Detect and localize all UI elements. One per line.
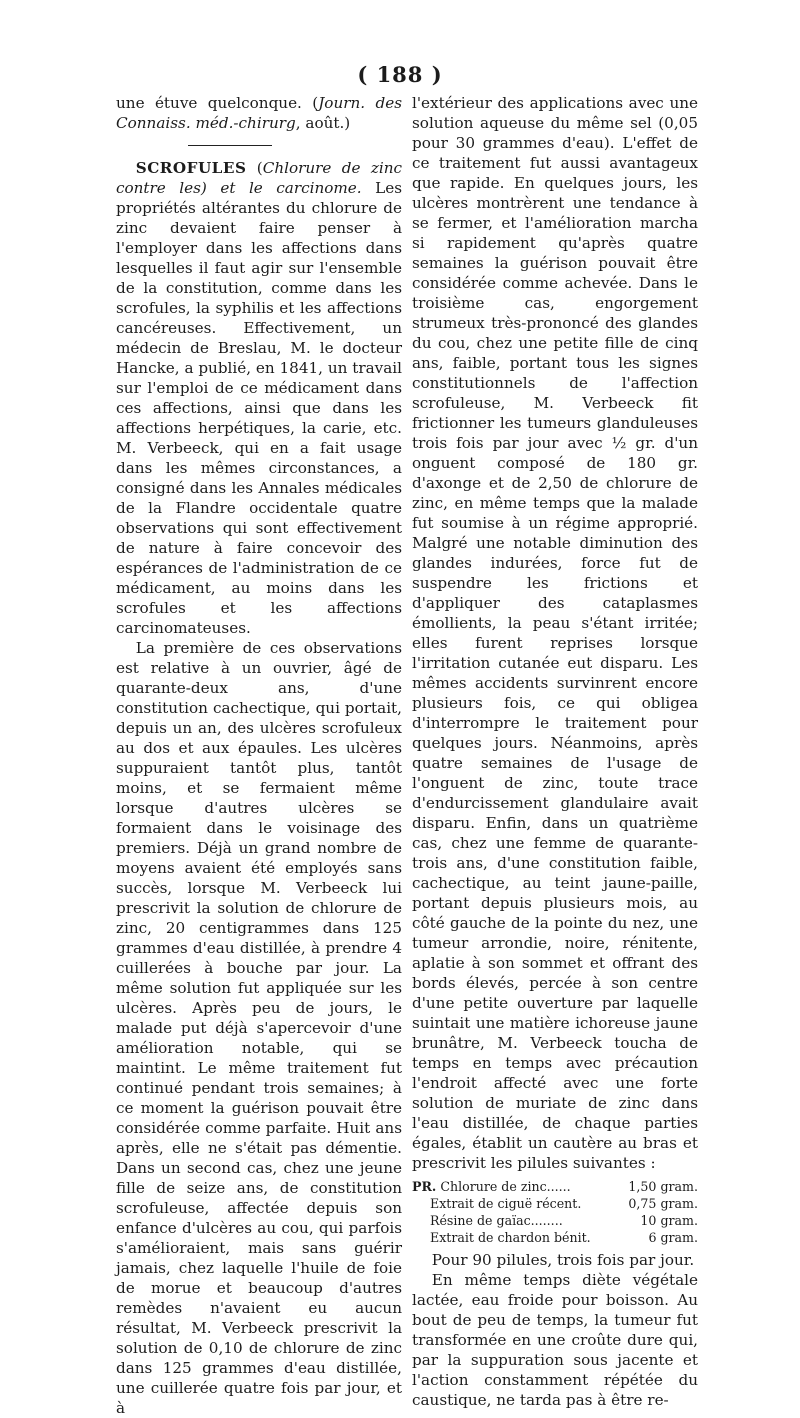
prescription-quantity: 1,50 gram.: [628, 1179, 698, 1194]
prescription-item: Extrait de ciguë récent.: [430, 1196, 582, 1211]
right-paragraph-2: Pour 90 pilules, trois fois par jour.: [431, 1251, 695, 1269]
section-divider: [188, 145, 272, 146]
left-paragraph-2: La première de ces observations est relative à un ouvrier, âgé de quarante-deux ans, d'une constitution cachectique, qui portait, depuis un an, des ulcères scrofuleux au dos et aux épaules. Les ulcères suppuraient tantôt plus, tantôt moins, et se fermaient même lorsque d'autres ulcères se formaient dans le voisinage des premiers. Déjà un grand nombre de moyens avaient été employés sans succès, lorsque M. Verbeeck lui prescrivit la solution de chlorure de zinc, 20 centigrammes dans 125 grammes d'eau distillée, à prendre 4 cuillerées à bouche par jour. La même solution fut appliquée sur les ulcères. Après peu de jours, le malade put déjà s'apercevoir d'une amélioration notable, qui se maintint. Le même traitement fut continué pendant trois semaines; à ce moment la guérison pouvait être considérée comme parfaite. Huit ans après, elle ne s'était pas démentie. Dans un second cas, chez une jeune fille de seize ans, de constitution scrofuleuse, affectée depuis son enfance d'ulcères au cou, qui parfois s'amélioraient, mais sans guérir jamais, chez laquelle l'huile de foie de morue et beaucoup d'autres remèdes n'avaient eu aucun résultat, M. Verbeeck prescrivit la solution de 0,10 de chlorure de zinc dans 125 grammes d'eau distillée, une cuillerée quatre fois par jour, et à: [116, 639, 402, 1417]
page-number-header: ( 188 ): [357, 62, 443, 87]
prescription-row: [412, 1212, 698, 1229]
prescription-row: [412, 1178, 698, 1195]
prescription-quantity: 10 gram.: [640, 1213, 698, 1228]
section-subtitle: Chlorure de zinc contre les) et le carcinome.: [116, 159, 402, 197]
prescription-item: Chlorure de zinc......: [440, 1179, 571, 1194]
left-column: [116, 93, 402, 1418]
left-paragraph-0: [116, 93, 402, 133]
right-column: [412, 93, 698, 1410]
prescription-prefix: PR.: [412, 1179, 437, 1194]
prescription-row: [412, 1195, 698, 1212]
prescription-list: [412, 1178, 698, 1246]
journal-citation: Journ. des Connaiss. méd.-chirurg: [116, 94, 403, 132]
paragraph-text: une étuve quelconque. (: [116, 94, 319, 112]
right-paragraph-1: l'extérieur des applications avec une solution aqueuse du même sel (0,05 pour 30 grammes d'eau). L'effet de ce traitement fut aussi avantageux que rapide. En quelques jours, les ulcères montrèrent une tendance à se fermer, et l'amélioration marcha si rapidement qu'après quatre semaines la guérison pouvait être considérée comme achevée. Dans le troisième cas, engorgement strumeux très-prononcé des glandes du cou, chez une petite fille de cinq ans, faible, portant tous les signes constitutionnels de l'affection scrofuleuse, M. Verbeeck fit frictionner les tumeurs glanduleuses trois fois par jour avec ½ gr. d'un onguent composé de 180 gr. d'axonge et de 2,50 de chlorure de zinc, en même temps que la malade fut soumise à un régime approprié. Malgré une notable diminution des glandes indurées, force fut de suspendre les frictions et d'appliquer des cataplasmes émollients, la peau s'étant irritée; elles furent reprises lorsque l'irritation cutanée eut disparu. Les mêmes accidents survinrent encore plusieurs fois, ce qui obligea d'interrompre le traitement pour quelques jours. Néanmoins, après quatre semaines de l'usage de l'onguent de zinc, toute trace d'endurcissement glandulaire avait disparu. Enfin, dans un quatrième cas, chez une femme de quarante-trois ans, d'une constitution faible, cachectique, au teint jaune-paille, portant depuis plusieurs mois, au côté gauche de la pointe du nez, une tumeur arrondie, noire, rénitente, aplatie à son sommet et offrant des bords élevés, percée à son centre d'une petite ouverture par laquelle suintait une matière ichoreuse jaune brunâtre, M. Verbeeck toucha de temps en temps avec précaution l'endroit affecté avec une forte solution de muriate de zinc dans l'eau distillée, de chaque parties égales, établit un cautère au bras et prescrivit les pilules suivantes :: [412, 94, 698, 1172]
paragraph-text: , août.): [295, 114, 351, 132]
paragraph-text: (: [246, 159, 263, 177]
right-paragraph-3: En même temps diète végétale lactée, eau froide pour boisson. Au bout de peu de temps, la tumeur fut transformée en une croûte dure qui, par la suppuration sous jacente et l'action constamment répétée du caustique, ne tarda pas à être re-: [412, 1271, 698, 1409]
prescription-quantity: 0,75 gram.: [628, 1196, 698, 1211]
left-paragraph-1: [116, 158, 402, 638]
prescription-quantity: 6 gram.: [648, 1230, 698, 1245]
prescription-item: Résine de gaïac........: [430, 1213, 563, 1228]
section-heading: SCROFULES: [135, 159, 247, 177]
prescription-row: [412, 1229, 698, 1246]
prescription-item: Extrait de chardon bénit.: [430, 1230, 591, 1245]
paragraph-text: Les propriétés altérantes du chlorure de zinc devaient faire penser à l'employer dans les affections dans lesquelles il faut agir sur l'ensemble de la constitution, comme dans les scrofules, la syphilis et les affections cancéreuses. Effectivement, un médecin de Breslau, M. le docteur Hancke, a publié, en 1841, un travail sur l'emploi de ce médicament dans ces affections, ainsi que dans les affections herpétiques, la carie, etc. M. Verbeeck, qui en a fait usage dans les mêmes circonstances, a consigné dans les Annales médicales de la Flandre occidentale quatre observations qui sont effectivement de nature à faire concevoir des espérances de l'administration de ce médicament, au moins dans les scrofules et les affections carcinomateuses.: [116, 179, 402, 637]
